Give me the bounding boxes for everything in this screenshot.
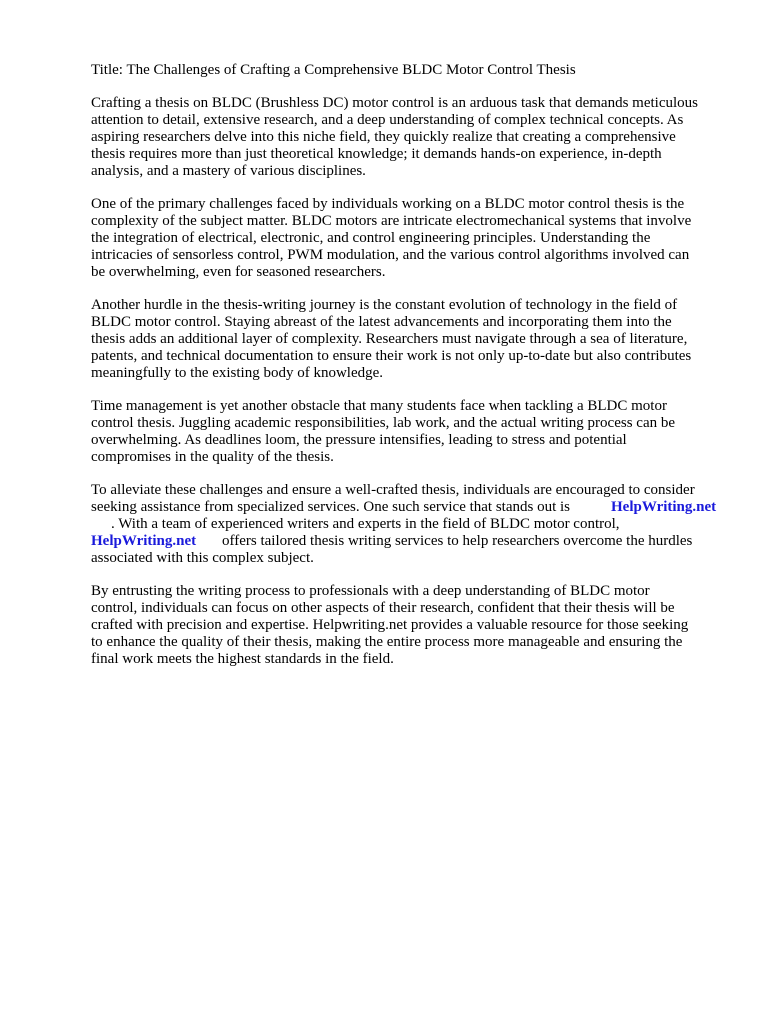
paragraph-4-line-1: Time management is yet another obstacle that many students face when tackling a BLDC motor — [91, 398, 667, 414]
paragraph-1-line-1: Crafting a thesis on BLDC (Brushless DC) motor control is an arduous task that demands meticulous — [91, 95, 699, 111]
paragraph-6-line-5: final work meets the highest standards in the field. — [91, 651, 394, 667]
paragraph-1-line-3: aspiring researchers delve into this niche field, they quickly realize that creating a comprehensive — [91, 129, 676, 145]
paragraph-5-line-1: To alleviate these challenges and ensure a well-crafted thesis, individuals are encouraged to consider — [91, 482, 695, 498]
paragraph-2-line-1: One of the primary challenges faced by individuals working on a BLDC motor control thesis is the — [91, 196, 685, 212]
paragraph-6-line-2: control, individuals can focus on other aspects of their research, confident that their thesis will be — [91, 600, 675, 616]
paragraph-6-line-1: By entrusting the writing process to professionals with a deep understanding of BLDC motor — [91, 583, 650, 599]
helpwriting-link-2[interactable]: HelpWriting.net — [91, 533, 197, 549]
paragraph-2-line-4: intricacies of sensorless control, PWM modulation, and the various control algorithms involved can — [91, 247, 690, 263]
paragraph-1-line-5: analysis, and a mastery of various disciplines. — [91, 163, 366, 179]
paragraph-3-line-5: meaningfully to the existing body of knowledge. — [91, 365, 384, 381]
paragraph-5-line-5: associated with this complex subject. — [91, 550, 314, 566]
paragraph-4-line-2: control thesis. Juggling academic responsibilities, lab work, and the actual writing process can be — [91, 415, 676, 431]
paragraph-5-line-3: . With a team of experienced writers and experts in the field of BLDC motor control, — [111, 516, 620, 532]
paragraph-3-line-3: thesis adds an additional layer of complexity. Researchers must navigate through a sea of literature, — [91, 331, 688, 347]
document-title: Title: The Challenges of Crafting a Comprehensive BLDC Motor Control Thesis — [91, 62, 576, 78]
paragraph-4-line-4: compromises in the quality of the thesis. — [91, 449, 334, 465]
helpwriting-link-1[interactable]: HelpWriting.net — [611, 499, 717, 515]
paragraph-1-line-4: thesis requires more than just theoretical knowledge; it demands hands-on experience, in-depth — [91, 146, 662, 162]
paragraph-3-line-4: patents, and technical documentation to ensure their work is not only up-to-date but also contributes — [91, 348, 692, 364]
paragraph-2-line-3: the integration of electrical, electronic, and control engineering principles. Understanding the — [91, 230, 651, 246]
paragraph-1-line-2: attention to detail, extensive research, and a deep understanding of complex technical concepts. As — [91, 112, 684, 128]
paragraph-5-line-4: offers tailored thesis writing services to help researchers overcome the hurdles — [222, 533, 693, 549]
paragraph-3-line-1: Another hurdle in the thesis-writing journey is the constant evolution of technology in the field of — [91, 297, 678, 313]
paragraph-4-line-3: overwhelming. As deadlines loom, the pressure intensifies, leading to stress and potential — [91, 432, 627, 448]
paragraph-5-line-2: seeking assistance from specialized services. One such service that stands out is — [91, 499, 571, 515]
paragraph-2-line-5: be overwhelming, even for seasoned researchers. — [91, 264, 386, 280]
paragraph-6-line-3: crafted with precision and expertise. Helpwriting.net provides a valuable resource for those seeking — [91, 617, 689, 633]
paragraph-2-line-2: complexity of the subject matter. BLDC motors are intricate electromechanical systems that involve — [91, 213, 692, 229]
paragraph-3-line-2: BLDC motor control. Staying abreast of the latest advancements and incorporating them into the — [91, 314, 672, 330]
paragraph-6-line-4: to enhance the quality of their thesis, making the entire process more manageable and ensuring the — [91, 634, 683, 650]
